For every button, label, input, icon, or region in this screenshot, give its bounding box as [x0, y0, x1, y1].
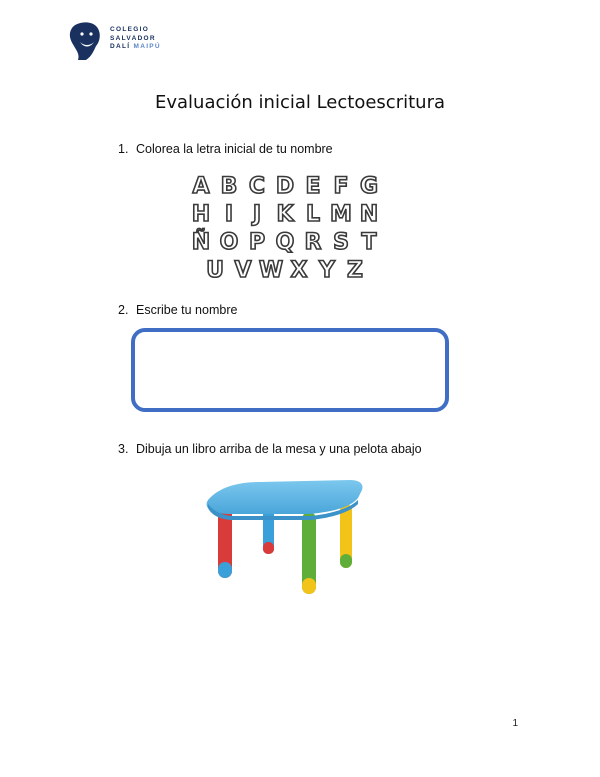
question-2-number: 2.	[118, 303, 129, 317]
letter[interactable]: T	[361, 229, 377, 255]
letter[interactable]: V	[234, 257, 252, 283]
question-3-number: 3.	[118, 442, 129, 456]
letter[interactable]: Y	[319, 257, 335, 283]
question-2	[118, 303, 237, 317]
alphabet-grid	[190, 174, 400, 286]
letter[interactable]: U	[206, 257, 224, 283]
letter[interactable]: R	[304, 229, 322, 255]
name-writing-box[interactable]	[131, 328, 449, 412]
letter[interactable]: K	[276, 201, 294, 227]
logo-line-1: COLEGIO	[110, 26, 150, 33]
letter[interactable]: E	[305, 173, 321, 199]
school-logo	[66, 20, 166, 62]
letter[interactable]: Z	[347, 257, 363, 283]
letter[interactable]: S	[333, 229, 349, 255]
alphabet-row-4	[204, 258, 400, 282]
table-leg-back-left-tip	[263, 542, 274, 554]
question-1-text: Colorea la letra inicial de tu nombre	[136, 142, 333, 156]
letter[interactable]: X	[290, 257, 308, 283]
letter[interactable]: B	[220, 173, 238, 199]
logo-line-3b: MAIPÚ	[133, 43, 161, 50]
table-leg-back-right-tip	[340, 554, 352, 568]
table-top	[207, 480, 363, 514]
letter[interactable]: M	[330, 201, 352, 227]
table-leg-front-left-tip	[218, 562, 232, 578]
question-3-text: Dibuja un libro arriba de la mesa y una pelota abajo	[136, 442, 422, 456]
question-1-number: 1.	[118, 142, 129, 156]
alphabet-row-1	[190, 174, 400, 198]
question-2-text: Escribe tu nombre	[136, 303, 238, 317]
letter[interactable]: C	[248, 173, 266, 199]
letter[interactable]: D	[275, 173, 295, 199]
letter[interactable]: L	[305, 201, 321, 227]
letter[interactable]: F	[333, 173, 349, 199]
letter[interactable]: I	[224, 201, 234, 227]
page-number: 1	[512, 718, 518, 729]
question-3	[118, 442, 422, 456]
letter[interactable]: P	[248, 229, 266, 255]
letter[interactable]: Ñ	[191, 229, 211, 255]
alphabet-row-3	[190, 230, 400, 254]
logo-line-3a: DALÍ	[110, 43, 131, 50]
table-illustration[interactable]	[200, 474, 370, 602]
letter[interactable]: G	[359, 173, 379, 199]
alphabet-row-2	[190, 202, 400, 226]
question-1	[118, 142, 333, 156]
letter[interactable]: N	[359, 201, 379, 227]
table-leg-front-right-tip	[302, 578, 316, 594]
letter[interactable]: J	[252, 201, 262, 227]
letter[interactable]: Q	[275, 229, 295, 255]
logo-line-2: SALVADOR	[110, 34, 156, 42]
letter[interactable]: H	[191, 201, 211, 227]
letter[interactable]: O	[219, 229, 239, 255]
salvador-dali-portrait-icon	[66, 20, 106, 62]
letter[interactable]: A	[192, 173, 210, 199]
page-title: Evaluación inicial Lectoescritura	[155, 92, 445, 113]
letter[interactable]: W	[258, 257, 284, 283]
school-name	[110, 26, 161, 52]
